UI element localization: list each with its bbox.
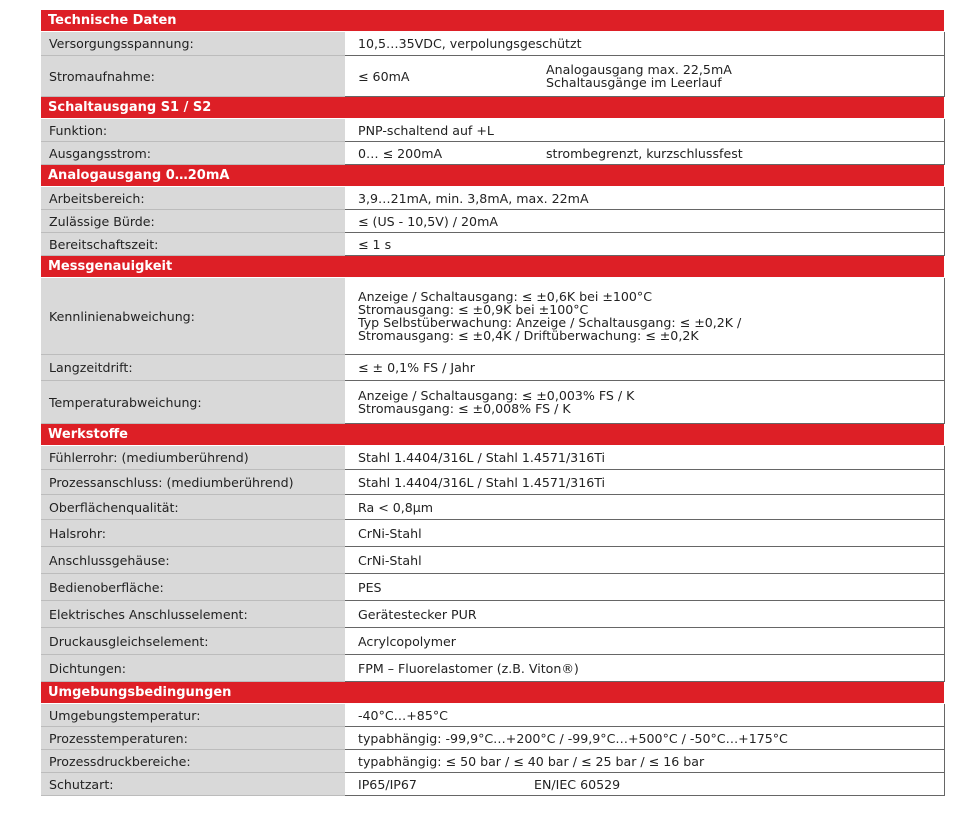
section-title: Analogausgang 0…20mA [41, 165, 944, 187]
row-value: ≤ 60mA [358, 68, 410, 84]
row-value: Acrylcopolymer [345, 628, 944, 655]
row-value: CrNi-Stahl [345, 547, 944, 574]
section-header [41, 682, 944, 704]
row-value-line: Anzeige / Schaltausgang: ≤ ±0,003% FS / K [358, 388, 635, 403]
row-value: FPM – Fluorelastomer (z.B. Viton®) [345, 655, 944, 682]
row-label: Bedienoberfläche: [41, 574, 345, 601]
table-row [41, 381, 944, 424]
row-value-cell [345, 142, 944, 165]
row-note: EN/IEC 60529 [534, 777, 621, 792]
table-row [41, 210, 944, 233]
row-label: Prozessdruckbereiche: [41, 750, 345, 773]
row-value: PES [345, 574, 944, 601]
row-note: strombegrenzt, kurzschlussfest [546, 146, 743, 161]
table-row [41, 119, 944, 142]
row-label: Ausgangsstrom: [41, 142, 345, 165]
row-value: 10,5…35VDC, verpolungsgeschützt [345, 32, 944, 56]
section-title: Werkstoffe [41, 424, 944, 446]
row-label: Elektrisches Anschlusselement: [41, 601, 345, 628]
row-value: Stahl 1.4404/316L / Stahl 1.4571/316Ti [345, 446, 944, 470]
row-label: Temperaturabweichung: [41, 381, 345, 424]
row-label: Druckausgleichselement: [41, 628, 345, 655]
section-title: Technische Daten [41, 10, 944, 32]
row-label: Kennlinienabweichung: [41, 278, 345, 355]
table-row [41, 56, 944, 97]
section-title: Schaltausgang S1 / S2 [41, 97, 944, 119]
row-value: -40°C…+85°C [345, 704, 944, 727]
table-row [41, 520, 944, 547]
row-label: Langzeitdrift: [41, 355, 345, 381]
row-value: ≤ (US - 10,5V) / 20mA [345, 210, 944, 233]
table-row [41, 187, 944, 210]
row-label: Prozessanschluss: (mediumberührend) [41, 470, 345, 495]
row-value: typabhängig: -99,9°C…+200°C / -99,9°C…+500°C / -50°C…+175°C [345, 727, 944, 750]
row-label: Umgebungstemperatur: [41, 704, 345, 727]
table-row [41, 547, 944, 574]
row-label: Stromaufnahme: [41, 56, 345, 97]
row-label: Halsrohr: [41, 520, 345, 547]
row-value-line: Anzeige / Schaltausgang: ≤ ±0,6K bei ±100°C [358, 289, 653, 304]
table-row [41, 495, 944, 520]
section-header [41, 165, 944, 187]
table-row [41, 32, 944, 56]
table-row [41, 628, 944, 655]
section-title: Umgebungsbedingungen [41, 682, 944, 704]
row-value-cell [345, 773, 944, 796]
row-label: Arbeitsbereich: [41, 187, 345, 210]
section-header [41, 256, 944, 278]
row-label: Versorgungsspannung: [41, 32, 345, 56]
row-label: Bereitschaftszeit: [41, 233, 345, 256]
row-note-line: Analogausgang max. 22,5mA [546, 62, 732, 77]
table-row [41, 142, 944, 165]
table-row [41, 470, 944, 495]
table-row [41, 278, 944, 355]
spec-table [41, 9, 945, 796]
table-row [41, 773, 944, 796]
row-label: Funktion: [41, 119, 345, 142]
section-title: Messgenauigkeit [41, 256, 944, 278]
row-value: Stahl 1.4404/316L / Stahl 1.4571/316Ti [345, 470, 944, 495]
table-row [41, 446, 944, 470]
row-value: CrNi-Stahl [345, 520, 944, 547]
row-label: Oberflächenqualität: [41, 495, 345, 520]
row-value: Gerätestecker PUR [345, 601, 944, 628]
row-note [546, 63, 732, 89]
row-value-line: Typ Selbstüberwachung: Anzeige / Schaltausgang: ≤ ±0,2K / [358, 315, 742, 330]
row-value: 0… ≤ 200mA [358, 146, 443, 161]
row-label: Anschlussgehäuse: [41, 547, 345, 574]
row-value: Ra < 0,8µm [345, 495, 944, 520]
row-value-cell [345, 56, 944, 97]
section-header [41, 10, 944, 32]
row-label: Fühlerrohr: (mediumberührend) [41, 446, 345, 470]
row-label: Schutzart: [41, 773, 345, 796]
table-row [41, 704, 944, 727]
row-value-cell [345, 278, 944, 355]
table-row [41, 233, 944, 256]
section-header [41, 424, 944, 446]
row-label: Prozesstemperaturen: [41, 727, 345, 750]
table-row [41, 655, 944, 682]
row-label: Dichtungen: [41, 655, 345, 682]
row-value-line: Stromausgang: ≤ ±0,4K / Driftüberwachung: ≤ ±0,2K [358, 328, 699, 343]
table-row [41, 355, 944, 381]
row-value: typabhängig: ≤ 50 bar / ≤ 40 bar / ≤ 25 bar / ≤ 16 bar [345, 750, 944, 773]
table-row [41, 574, 944, 601]
row-value-line: Stromausgang: ≤ ±0,9K bei ±100°C [358, 302, 589, 317]
row-value: PNP-schaltend auf +L [345, 119, 944, 142]
row-value: 3,9…21mA, min. 3,8mA, max. 22mA [345, 187, 944, 210]
spec-sheet [41, 9, 944, 796]
section-header [41, 97, 944, 119]
row-value: IP65/IP67 [358, 777, 417, 792]
row-value: ≤ ± 0,1% FS / Jahr [345, 355, 944, 381]
table-row [41, 601, 944, 628]
row-value: ≤ 1 s [345, 233, 944, 256]
row-value-line: Stromausgang: ≤ ±0,008% FS / K [358, 401, 571, 416]
row-note-line: Schaltausgänge im Leerlauf [546, 75, 722, 90]
row-value-cell [345, 381, 944, 424]
table-row [41, 727, 944, 750]
row-label: Zulässige Bürde: [41, 210, 345, 233]
table-row [41, 750, 944, 773]
